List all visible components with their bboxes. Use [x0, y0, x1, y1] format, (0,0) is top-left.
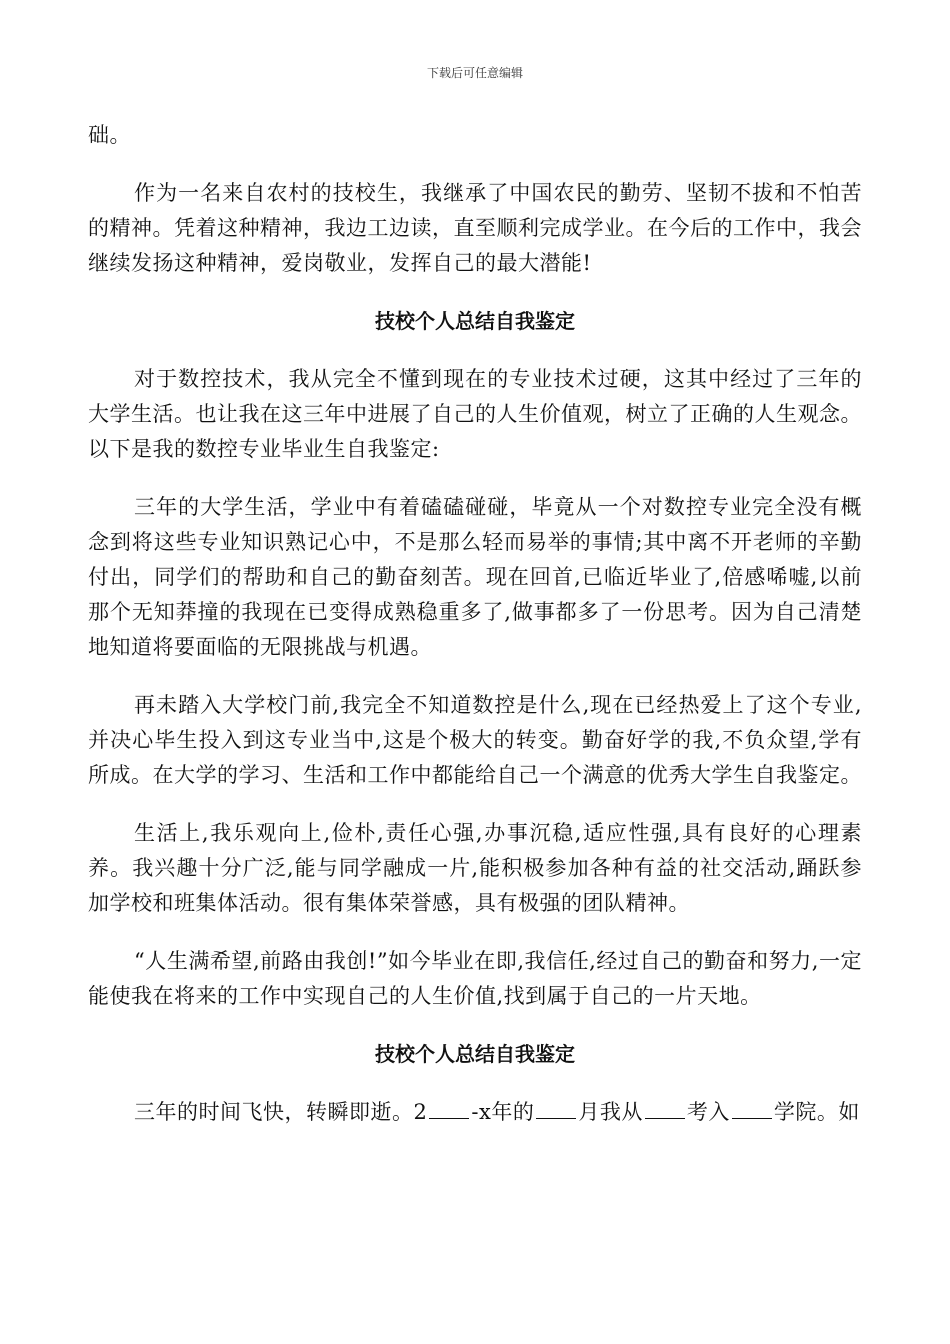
paragraph-6: 生活上,我乐观向上,俭朴,责任心强,办事沉稳,适应性强,具有良好的心理素养。我兴趣十分广泛,能与同学融成一片,能积极参加各种有益的社交活动,踊跃参加学校和班集体活动。很有集体荣誉感，具有极强的团队精神。	[88, 821, 862, 915]
paragraph-7: “人生满希望,前路由我创!”如今毕业在即,我信任,经过自己的勤奋和努力,一定能使我在将来的工作中实现自己的人生价值,找到属于自己的一片天地。	[88, 949, 862, 1008]
paragraph-5: 再未踏入大学校门前,我完全不知道数控是什么,现在已经热爱上了这个专业,并决心毕生投入到这专业当中,这是个极大的转变。勤奋好学的我,不负众望,学有所成。在大学的学习、生活和工作中都能给自己一个满意的优秀大学生自我鉴定。	[88, 693, 862, 787]
page-header: 下载后可任意编辑	[426, 66, 523, 80]
fill-blank-year	[429, 1100, 469, 1119]
paragraph-1: 础。	[88, 123, 131, 147]
paragraph-2: 作为一名来自农村的技校生，我继承了中国农民的勤劳、坚韧不拔和不怕苦的精神。凭着这种精神，我边工边读，直至顺利完成学业。在今后的工作中，我会继续发扬这种精神，爱岗敬业，发挥自己的最大潜能!	[88, 181, 862, 275]
paragraph-3: 对于数控技术，我从完全不懂到现在的专业技术过硬，这其中经过了三年的大学生活。也让我在这三年中进展了自己的人生价值观，树立了正确的人生观念。以下是我的数控专业毕业生自我鉴定:	[88, 367, 862, 461]
section-heading-1: 技校个人总结自我鉴定	[375, 309, 575, 333]
paragraph-8-part-c: 月我从	[578, 1100, 643, 1124]
fill-blank-origin	[645, 1100, 685, 1119]
section-heading-2: 技校个人总结自我鉴定	[375, 1042, 575, 1066]
fill-blank-school	[732, 1100, 772, 1119]
document-body	[88, 118, 862, 1153]
paragraph-8-part-e: 学院。如	[773, 1100, 860, 1124]
paragraph-8-part-d: 考入	[686, 1100, 730, 1124]
paragraph-4: 三年的大学生活，学业中有着磕磕碰碰，毕竟从一个对数控专业完全没有概念到将这些专业知识熟记心中，不是那么轻而易举的事情;其中离不开老师的辛勤付出，同学们的帮助和自己的勤奋刻苦。现在回首,已临近毕业了,倍感唏嘘,以前那个无知莽撞的我现在已变得成熟稳重多了,做事都多了一份思考。因为自己清楚地知道将要面临的无限挑战与机遇。	[88, 495, 862, 659]
paragraph-8-part-b: -x年的	[471, 1100, 535, 1124]
paragraph-8	[88, 1095, 862, 1130]
paragraph-8-part-a: 三年的时间飞快，转瞬即逝。2	[134, 1100, 428, 1124]
fill-blank-month	[536, 1100, 576, 1119]
